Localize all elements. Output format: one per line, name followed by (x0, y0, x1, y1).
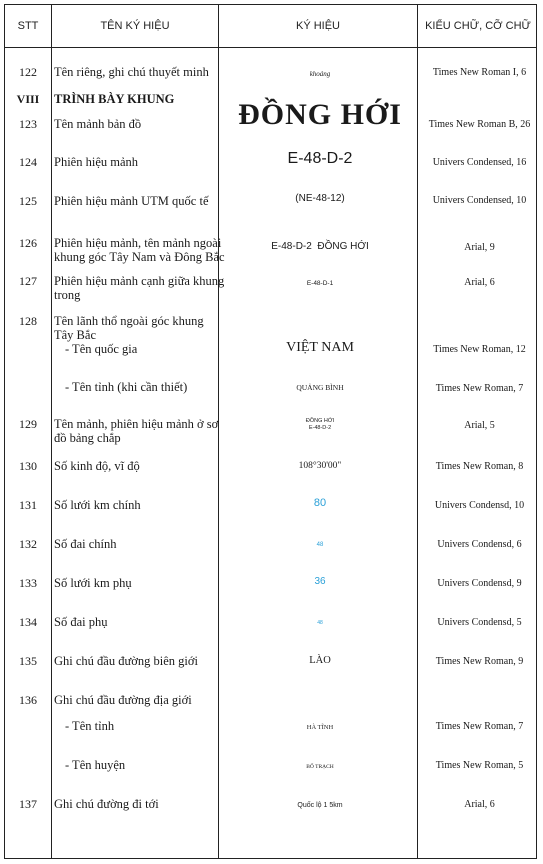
row-style: Arial, 5 (464, 420, 495, 431)
row-symbol: VIỆT NAM (286, 340, 354, 355)
row-symbol: 48 (317, 620, 323, 626)
row-style: Times New Roman I, 6 (432, 67, 527, 78)
row-subname: - Tên quốc gia (65, 342, 138, 356)
row-name: Số đai phụ (54, 615, 108, 629)
row-stt: 127 (19, 274, 37, 288)
row-name-line: khung góc Tây Nam và Đông Bắc (54, 250, 225, 264)
row-symbol: BỐ TRẠCH (306, 764, 334, 770)
row-name: Tên riêng, ghi chú thuyết minh (54, 65, 209, 79)
row-style: Univers Condensed, 16 (432, 157, 527, 168)
section-number: VIII (16, 92, 40, 106)
row-symbol: (NE-48-12) (295, 193, 345, 204)
row-style: Times New Roman, 7 (435, 721, 524, 732)
row-name-line: đồ bảng chắp (54, 431, 121, 445)
row-style: Univers Condensd, 6 (437, 539, 522, 550)
row-name: Ghi chú đầu đường địa giới (54, 693, 192, 707)
row-symbol: ĐỒNG HỚI (238, 98, 402, 131)
row-stt: 136 (19, 693, 37, 707)
row-symbol-line: ĐỒNG HỚI (305, 418, 335, 424)
row-name: Ghi chú đường đi tới (54, 797, 159, 811)
row-name-line: Phiên hiệu mảnh, tên mảnh ngoài (54, 236, 222, 250)
row-symbol: E-48-D-2 (287, 150, 353, 167)
row-symbol: 48 (316, 542, 324, 548)
row-symbol: khoáng (309, 70, 331, 78)
header-symbol: KÝ HIỆU (295, 20, 340, 32)
row-style: Times New Roman, 8 (435, 461, 524, 472)
row-style: Arial, 9 (464, 242, 495, 253)
row-symbol: 36 (314, 576, 326, 587)
row-symbol: E-48-D-2 ĐỒNG HỚI (271, 241, 369, 252)
row-symbol: HÀ TĨNH (306, 724, 334, 731)
row-name: Phiên hiệu mảnh UTM quốc tế (54, 194, 209, 208)
row-name: Tên mảnh bản đồ (54, 117, 142, 131)
row-stt: 128 (19, 314, 37, 328)
row-style: Arial, 6 (464, 799, 495, 810)
row-name-line: Tên lãnh thổ ngoài góc khung (54, 314, 204, 328)
row-symbol: E-48-D-1 (306, 280, 334, 287)
row-style: Univers Condensed, 10 (432, 195, 527, 206)
header-style: KIỂU CHỮ, CỠ CHỮ (425, 20, 531, 32)
row-stt: 137 (19, 797, 37, 811)
header-divider (5, 47, 536, 48)
row-name: Số đai chính (54, 537, 117, 551)
row-style: Times New Roman B, 26 (428, 119, 531, 130)
header-name: TÊN KÝ HIỆU (100, 20, 170, 32)
row-name-line: Phiên hiệu mảnh cạnh giữa khung (54, 274, 225, 288)
row-subname: - Tên huyện (65, 758, 126, 772)
row-stt: 132 (19, 537, 37, 551)
row-stt: 134 (19, 615, 37, 629)
row-stt: 133 (19, 576, 37, 590)
row-style: Times New Roman, 12 (433, 344, 526, 355)
col-divider (218, 5, 219, 858)
row-stt: 131 (19, 498, 37, 512)
row-symbol: QUẢNG BÌNH (296, 383, 344, 392)
legend-table (4, 4, 537, 859)
row-name: Phiên hiệu mảnh (54, 155, 139, 169)
row-stt: 122 (19, 65, 37, 79)
row-stt: 123 (19, 117, 37, 131)
header-stt: STT (17, 20, 39, 32)
row-style: Arial, 6 (464, 277, 495, 288)
col-divider (51, 5, 52, 858)
row-name: Số kinh độ, vĩ độ (54, 459, 140, 473)
row-style: Univers Condensd, 9 (437, 578, 522, 589)
row-style: Times New Roman, 9 (435, 656, 524, 667)
row-name-line: Tây Bắc (54, 328, 96, 342)
row-style: Times New Roman, 5 (435, 760, 524, 771)
row-name-line: Tên mảnh, phiên hiệu mảnh ở sơ (54, 417, 219, 431)
row-name: Số lưới km phụ (54, 576, 132, 590)
row-symbol-line: E-48-D-2 (308, 425, 332, 431)
row-symbol: Quốc lộ 1 5km (297, 802, 343, 809)
row-name-line: trong (54, 288, 81, 302)
row-name: Ghi chú đầu đường biên giới (54, 654, 198, 668)
section-title: TRÌNH BÀY KHUNG (54, 92, 175, 106)
row-symbol: 80 (313, 497, 327, 509)
row-style: Univers Condensd, 5 (437, 617, 522, 628)
row-subname: - Tên tỉnh (65, 719, 115, 733)
row-stt: 130 (19, 459, 37, 473)
row-style: Univers Condensd, 10 (434, 500, 525, 511)
row-style: Times New Roman, 7 (435, 383, 524, 394)
row-subname: - Tên tỉnh (khi cần thiết) (65, 380, 188, 394)
row-symbol: 108°30'00" (298, 461, 342, 471)
row-stt: 129 (19, 417, 37, 431)
row-stt: 125 (19, 194, 37, 208)
row-stt: 135 (19, 654, 37, 668)
row-stt: 126 (19, 236, 37, 250)
row-stt: 124 (19, 155, 37, 169)
row-symbol: LÀO (309, 655, 331, 666)
row-name: Số lưới km chính (54, 498, 141, 512)
